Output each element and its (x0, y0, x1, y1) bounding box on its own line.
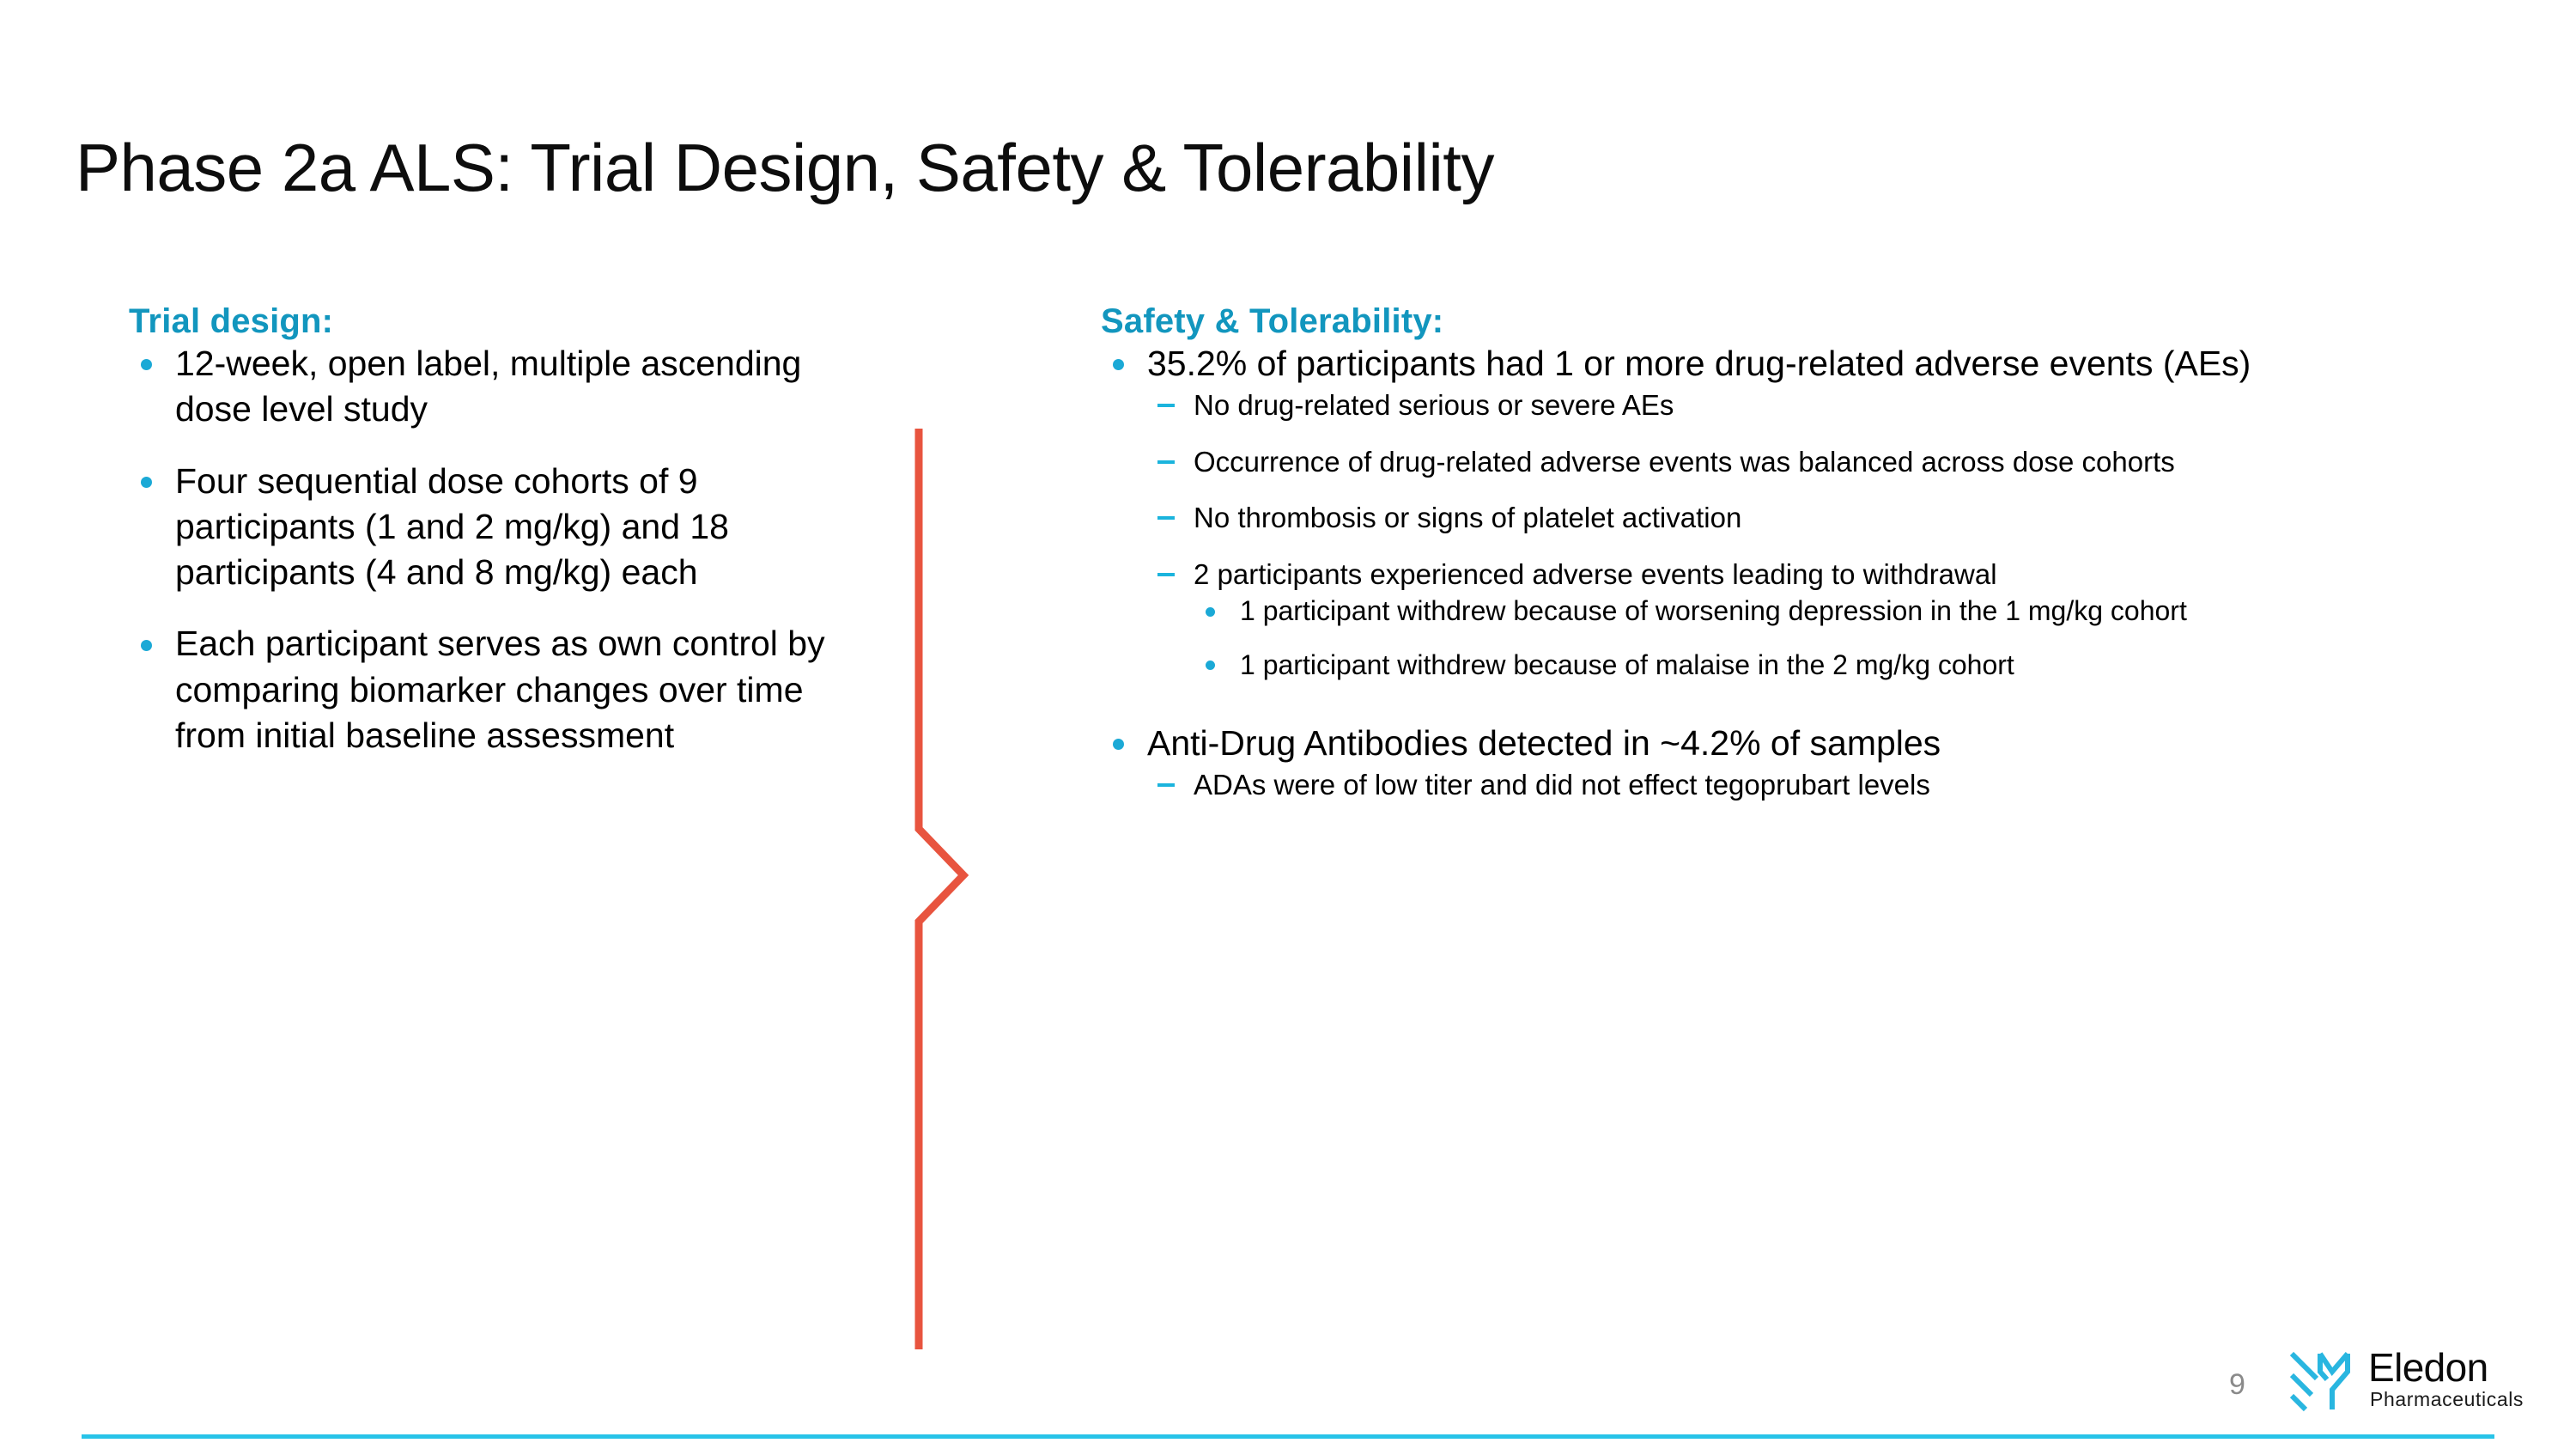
list-item: No thrombosis or signs of platelet activation (1147, 499, 2389, 537)
list-item-text: Anti-Drug Antibodies detected in ~4.2% of samples (1147, 722, 1941, 763)
list-item (1101, 721, 2389, 804)
list-item: No drug-related serious or severe AEs (1147, 387, 2389, 424)
footer-divider (82, 1434, 2494, 1439)
trial-design-bullet-list (129, 341, 841, 758)
list-item (1101, 341, 2389, 683)
trial-design-column (129, 302, 841, 758)
withdrawal-detail-list (1194, 593, 2389, 682)
divider-chevron-icon (884, 425, 1005, 1353)
safety-tolerability-heading: Safety & Tolerability: (1101, 302, 1444, 340)
eledon-tagline: Pharmaceuticals (2370, 1388, 2524, 1410)
safety-tolerability-column (1101, 302, 2389, 823)
trial-design-heading: Trial design: (129, 302, 334, 340)
list-item: 1 participant withdrew because of worsening depression in the 1 mg/kg cohort (1194, 593, 2389, 629)
safety-sub-list (1147, 387, 2389, 683)
eledon-wordmark: Eledon (2368, 1345, 2488, 1390)
list-item: Each participant serves as own control by comparing biomarker changes over time from initial baseline assessment (129, 621, 841, 758)
page-title: Phase 2a ALS: Trial Design, Safety & Tolerability (76, 130, 1494, 205)
page-number: 9 (2229, 1368, 2245, 1401)
list-item-text: 35.2% of participants had 1 or more drug-related adverse events (AEs) (1147, 344, 2251, 383)
column-divider-arrow (884, 425, 1005, 1353)
list-item: 12-week, open label, multiple ascending dose level study (129, 341, 841, 433)
safety-bullet-list (1101, 341, 2389, 804)
list-item (1147, 556, 2389, 683)
list-item-text: 2 participants experienced adverse events leading to withdrawal (1194, 557, 1997, 590)
list-item: 1 participant withdrew because of malaise in the 2 mg/kg cohort (1194, 647, 2389, 683)
eledon-wing-icon (2287, 1349, 2360, 1416)
list-item: ADAs were of low titer and did not effect tegoprubart levels (1147, 766, 2389, 804)
list-item: Four sequential dose cohorts of 9 participants (1 and 2 mg/kg) and 18 participants (4 and 8 mg/kg) each (129, 459, 841, 596)
ada-sub-list (1147, 766, 2389, 804)
list-item: Occurrence of drug-related adverse events was balanced across dose cohorts (1147, 443, 2389, 481)
eledon-logo (2287, 1345, 2554, 1414)
